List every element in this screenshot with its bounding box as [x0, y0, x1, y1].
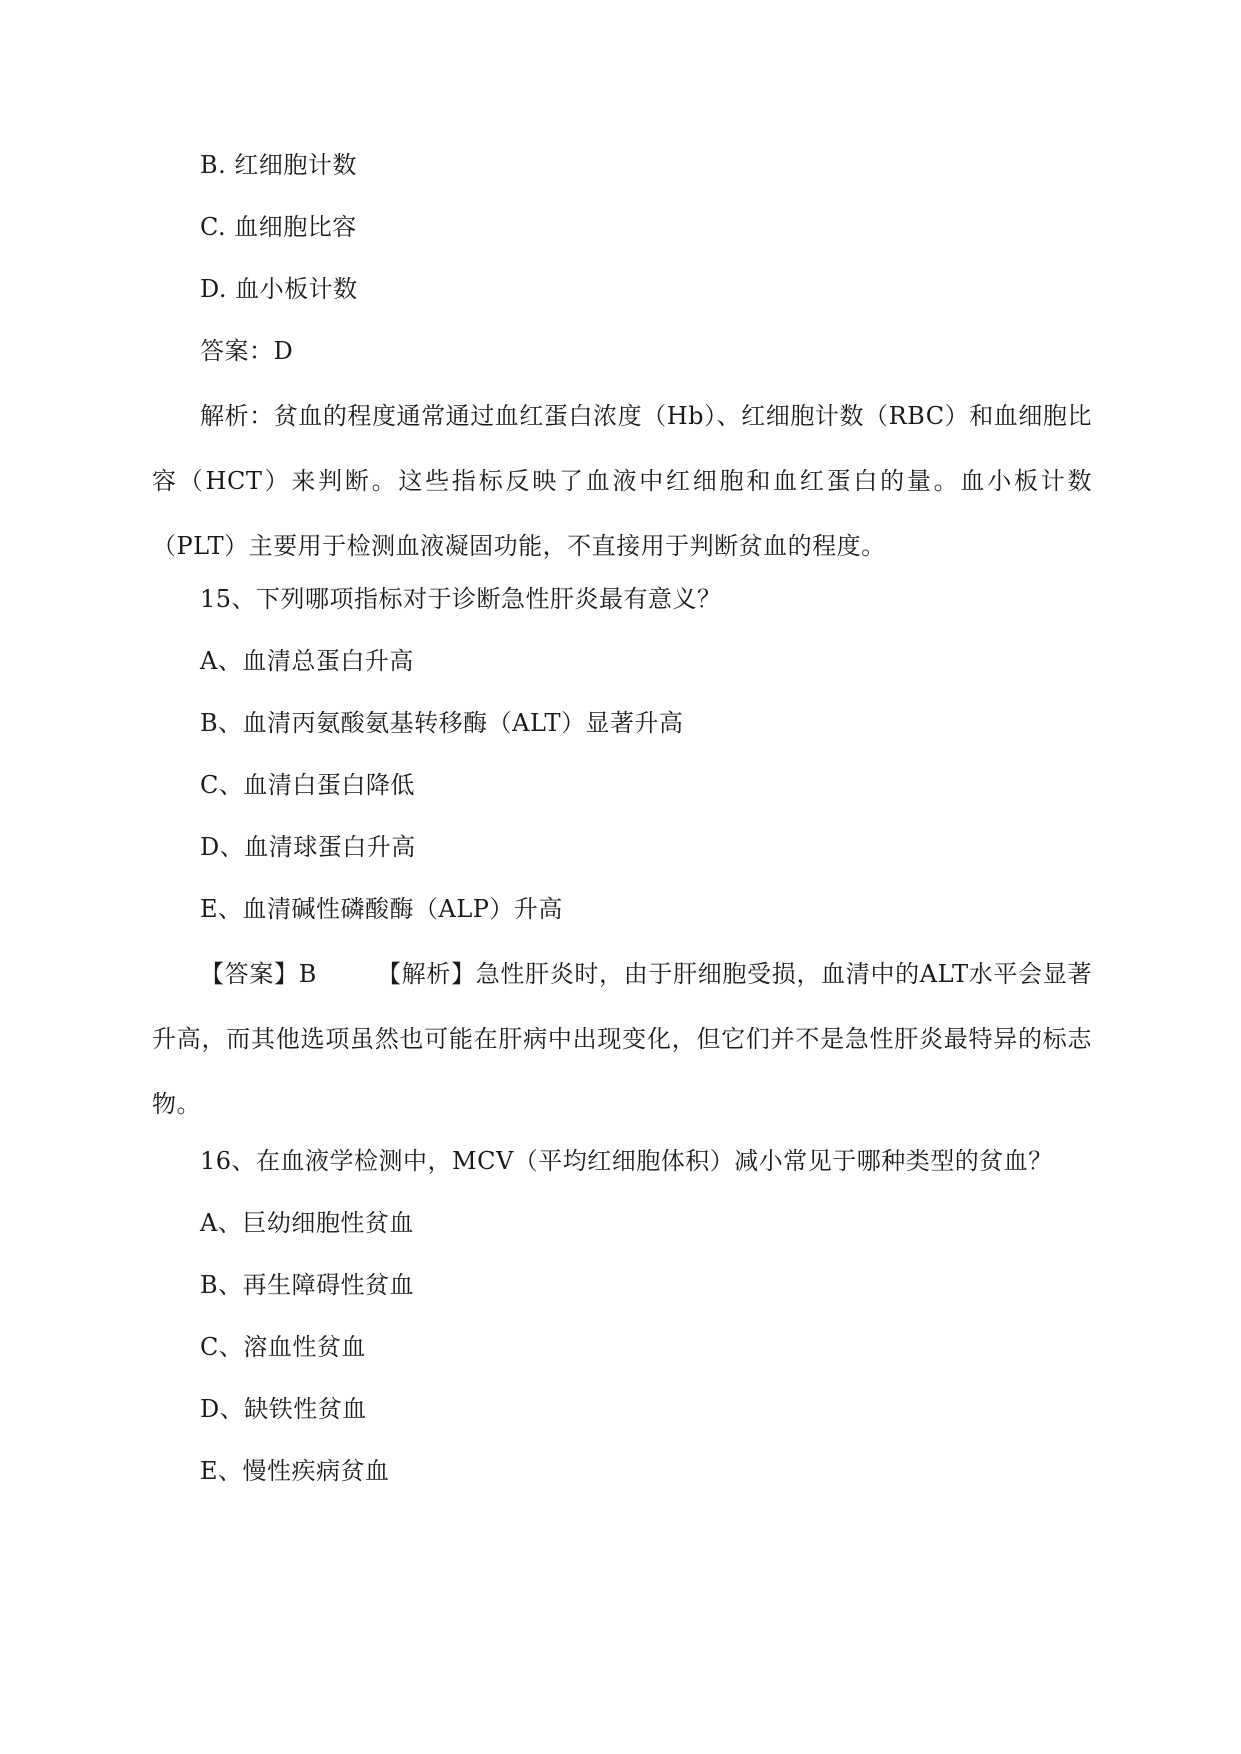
q15-option-a: A、血清总蛋白升高: [200, 647, 414, 675]
q16-option-e: E、慢性疾病贫血: [200, 1457, 390, 1485]
q14-option-c: C. 血细胞比容: [200, 213, 357, 241]
q16-question: 16、在血液学检测中，MCV（平均红细胞体积）减小常见于哪种类型的贫血？: [200, 1147, 1053, 1175]
q16-option-c: C、溶血性贫血: [200, 1333, 366, 1361]
q15-option-e: E、血清碱性磷酸酶（ALP）升高: [200, 895, 563, 923]
q15-answer-block: [152, 942, 1092, 1137]
q16-option-a: A、巨幼细胞性贫血: [200, 1209, 414, 1237]
q15-question: 15、下列哪项指标对于诊断急性肝炎最有意义？: [200, 585, 722, 613]
q16-option-d: D、缺铁性贫血: [200, 1395, 367, 1423]
q14-analysis: 解析：贫血的程度通常通过血红蛋白浓度（Hb）、红细胞计数（RBC）和血细胞比容（HCT）来判断。这些指标反映了血液中红细胞和血红蛋白的量。血小板计数（PLT）主要用于检测血液凝固功能，不直接用于判断贫血的程度。: [152, 402, 1092, 560]
q14-option-b: B. 红细胞计数: [200, 151, 357, 179]
q16-option-b: B、再生障碍性贫血: [200, 1271, 415, 1299]
q15-option-b: B、血清丙氨酸氨基转移酶（ALT）显著升高: [200, 709, 684, 737]
q15-option-c: C、血清白蛋白降低: [200, 771, 415, 799]
q15-answer: 【答案】B: [200, 960, 317, 988]
q15-analysis: 【解析】急性肝炎时，由于肝细胞受损，血清中的ALT水平会显著升高，而其他选项虽然也可能在肝病中出现变化，但它们并不是急性肝炎最特异的标志物。: [152, 960, 1092, 1118]
q15-option-d: D、血清球蛋白升高: [200, 833, 416, 861]
q14-option-d: D. 血小板计数: [200, 275, 358, 303]
q14-answer: 答案：D: [200, 337, 294, 365]
